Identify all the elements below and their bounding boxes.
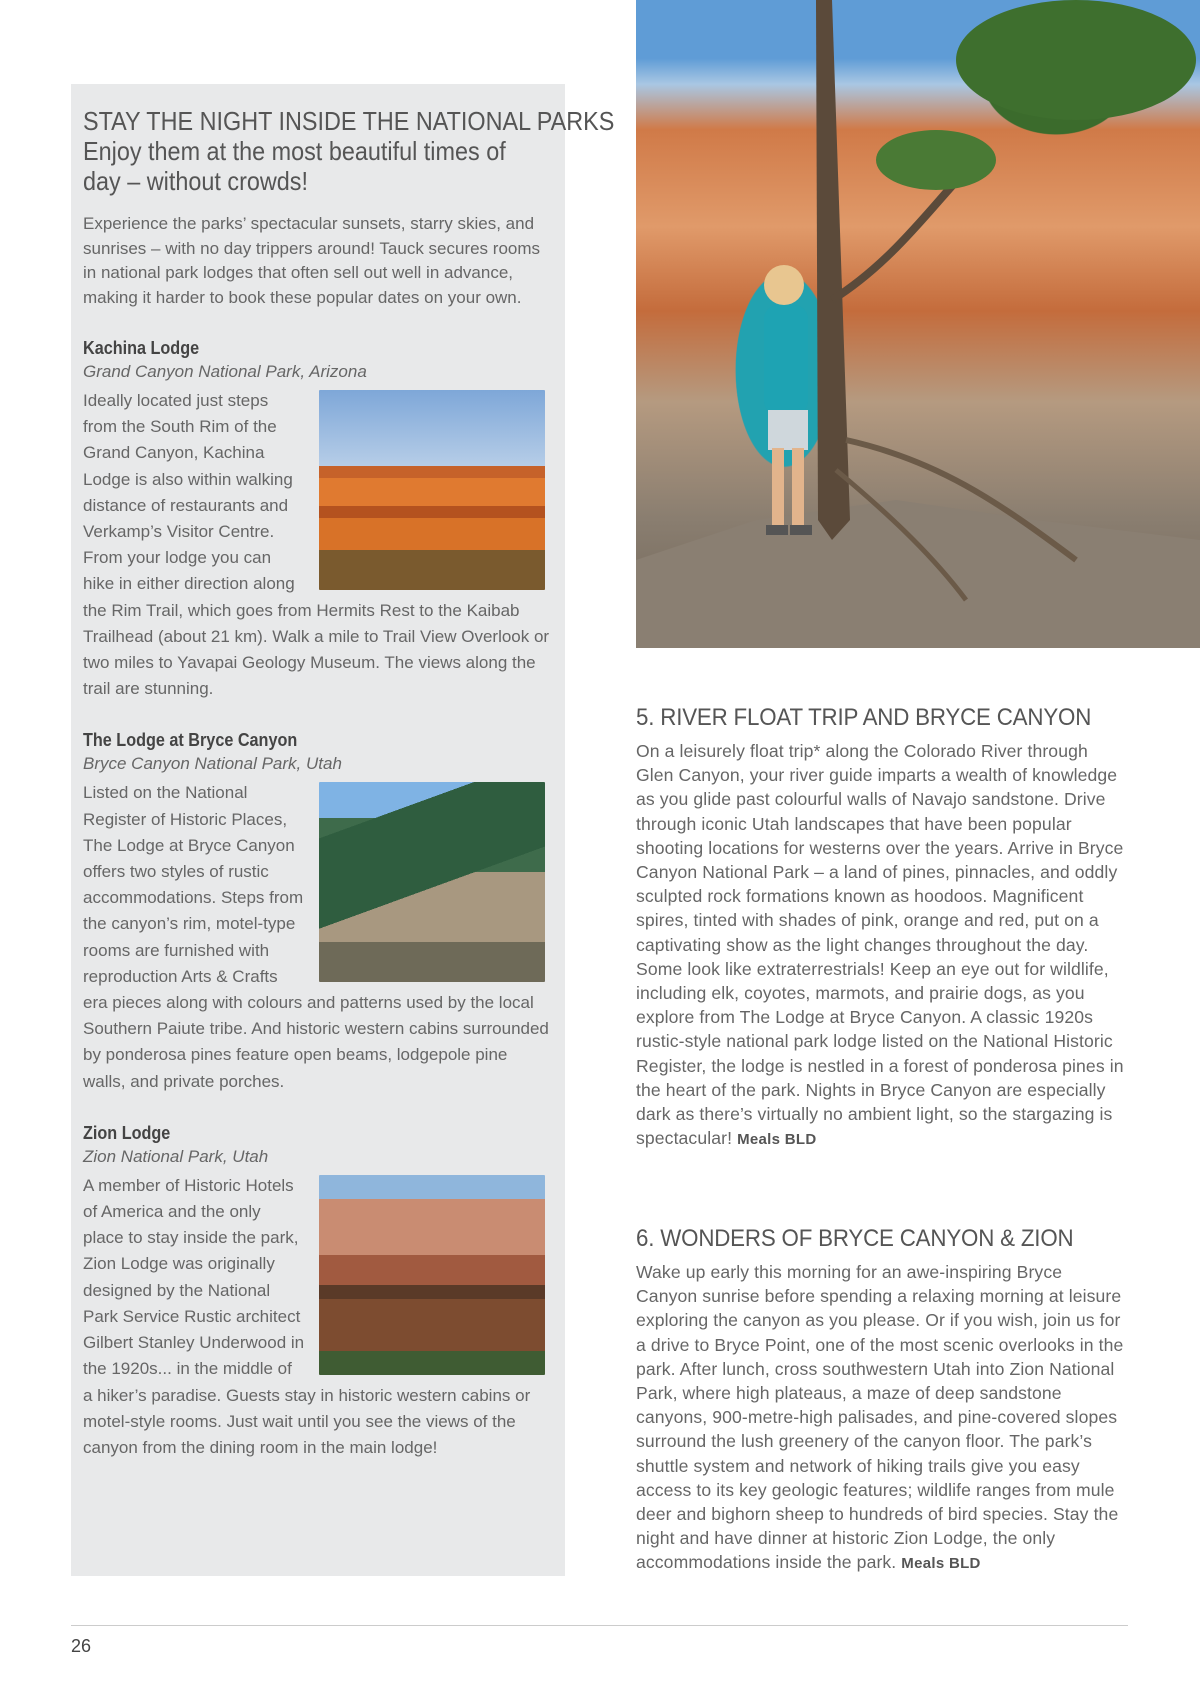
lodges-sidebar (71, 84, 615, 1576)
lodge-name: The Lodge at Bryce Canyon (83, 730, 298, 751)
zion-lodge-photo (319, 1175, 545, 1375)
page-number: 26 (71, 1636, 92, 1656)
lodge-location: Grand Canyon National Park, Arizona (83, 362, 367, 381)
day-6-section (636, 1224, 1128, 1577)
lodge-location: Zion National Park, Utah (83, 1146, 269, 1166)
sidebar-title: STAY THE NIGHT INSIDE THE NATIONAL PARKS (83, 106, 615, 136)
day-5-text: On a leisurely float trip* along the Colorado River through Glen Canyon, your river guide imparts a wealth of knowledge as you glide past colourful walls of Navajo sandstone. Drive through iconic Utah landscapes that have been popular shooting locations for westerns over the years. Arrive in Bryce Canyon National Park – a land of pines, pinnacles, and oddly sculpted rock formations known as hoodoos. Magnificent spires, tinted with shades of pink, orange and red, put on a captivating show as the light changes throughout the day. Some look like extraterrestrials! Keep an eye out for wildlife, including elk, coyotes, marmots, and prairie dogs, as you explore from The Lodge at Bryce Canyon. A classic 1920s rustic-style national park lodge listed on the National Historic Register, the lodge is nestled in a forest of ponderosa pines in the heart of the park. Nights in Bryce Canyon are especially dark as there’s virtually no ambient light, so the stargazing is spectacular! (636, 741, 1124, 1149)
lodge-name: Kachina Lodge (83, 338, 200, 358)
day-5-meals: Meals BLD (737, 1131, 817, 1149)
day-5-section (636, 703, 1128, 1152)
day-5-title: 5. RIVER FLOAT TRIP AND BRYCE CANYON (636, 704, 1092, 731)
lodge-name: Zion Lodge (83, 1122, 171, 1143)
lodge-description: A member of Historic Hotels of America and the only place to stay inside the park, Zion Lodge was originally designed by the National Park Service Rustic architect Gilbert Stanley Underwood in the 1920s... in the middle of a hiker’s paradise. Guests stay in historic western cabins or motel-style rooms. Just wait until you see the views of the canyon from the dining room in the main lodge! (83, 1175, 531, 1457)
day-6-title: 6. WONDERS OF BRYCE CANYON & ZION (636, 1225, 1074, 1252)
day-6-text: Wake up early this morning for an awe-inspiring Bryce Canyon sunrise before spending a relaxing morning at leisure exploring the canyon as you please. Or if you wish, join us for a drive to Bryce Point, one of the most scenic overlooks in the park. After lunch, cross southwestern Utah into Zion National Park, where high plateaus, a maze of deep sandstone canyons, 900-metre-high palisades, and pine-covered slopes surround the lush greenery of the canyon floor. The park’s shuttle system and network of hiking trails give you easy access to its key geologic features; wildlife ranges from mule deer and bighorn sheep to hundreds of bird species. Stay the night and have dinner at historic Zion Lodge, the only accommodations inside the park. (636, 1262, 1124, 1573)
lodge-bryce (83, 728, 553, 1094)
kachina-lodge-photo (319, 390, 545, 590)
lodge-kachina (83, 336, 553, 702)
hero-photo-illustration (636, 0, 1200, 648)
footer-divider (71, 1625, 1128, 1626)
bryce-lodge-photo (319, 782, 545, 982)
lodge-description: Ideally located just steps from the South Rim of the Grand Canyon, Kachina Lodge is also within walking distance of restaurants and Verkamp’s Visitor Centre. From your lodge you can hike in either direction along the Rim Trail, which goes from Hermits Rest to the Kaibab Trailhead (about 21 km). Walk a mile to Trail View Overlook or two miles to Yavapai Geology Museum. The views along the trail are stunning. (83, 391, 550, 699)
day-5-body (636, 739, 1128, 1152)
lodge-location: Bryce Canyon National Park, Utah (83, 754, 342, 774)
lodge-description: Listed on the National Register of Historic Places, The Lodge at Bryce Canyon offers two styles of rustic accommodations. Steps from the canyon’s rim, motel-type rooms are furnished with reproduction Arts & Crafts era pieces along with colours and patterns used by the local Southern Paiute tribe. And historic western cabins surrounded by ponderosa pines feature open beams, lodgepole pine walls, and private porches. (83, 783, 549, 1091)
hero-photo-bryce-canyon-hiker (636, 0, 1200, 648)
sidebar-intro: Experience the parks’ spectacular sunsets, starry skies, and sunrises – with no day trippers around! Tauck secures rooms in national park lodges that often sell out well in advance, making it harder to book these popular dates on your own. (83, 214, 541, 307)
day-6-meals: Meals BLD (901, 1555, 981, 1573)
lodge-zion (83, 1121, 553, 1461)
day-6-body (636, 1260, 1128, 1577)
sidebar-subtitle: Enjoy them at the most beautiful times of day – without crowds! (83, 136, 506, 196)
